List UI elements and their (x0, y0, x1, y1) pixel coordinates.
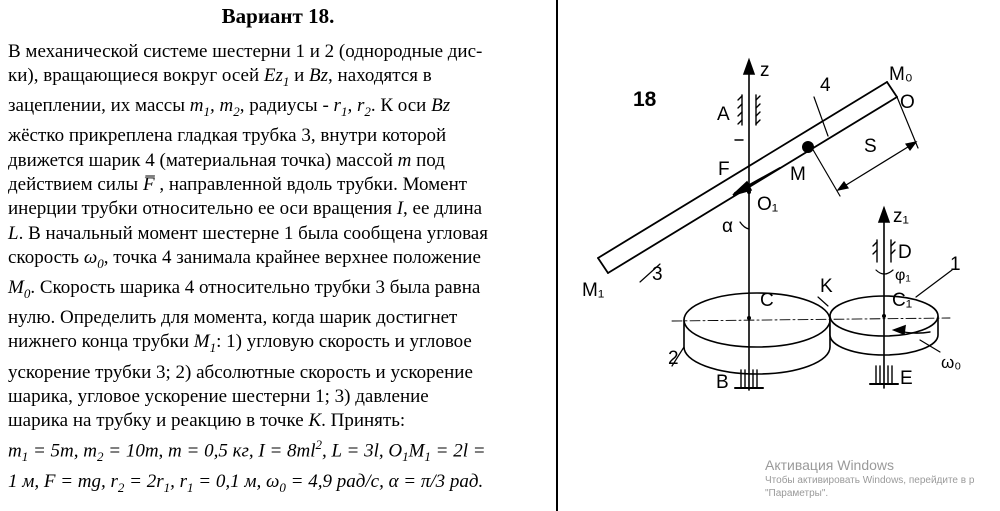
text-segment: , r (170, 470, 188, 492)
text-segment: K (308, 410, 322, 432)
label-O: O (900, 92, 915, 113)
label-3: 3 (652, 264, 663, 285)
text-line (8, 222, 548, 246)
text-line (8, 409, 548, 433)
watermark-line-2: "Параметры". (765, 488, 829, 499)
text-segment: M (193, 331, 210, 353)
label-O1: O₁ (757, 194, 779, 215)
text-segment: 2 (97, 449, 104, 465)
center-C1-dot (882, 314, 886, 318)
text-segment: , m (210, 95, 234, 117)
text-segment: 1 (424, 449, 431, 465)
text-line (8, 197, 548, 221)
text-segment: = 2l = (430, 440, 486, 462)
text-segment: , L = 3l, O (322, 440, 403, 462)
label-2: 2 (668, 348, 679, 369)
text-segment: действием силы (8, 174, 143, 196)
label-M0: M₀ (889, 64, 913, 85)
windows-activation-watermark (765, 456, 1000, 500)
text-line (8, 330, 548, 360)
text-segment: I (396, 198, 404, 220)
leader-K (818, 297, 828, 306)
text-segment: 0 (23, 285, 31, 301)
text-segment: 2 (364, 104, 371, 120)
text-segment: инерции трубки относительно ее оси вращения (8, 198, 397, 220)
text-segment: ускорение трубки 3; 2) абсолютные скорость и ускорение (8, 361, 473, 383)
text-segment: шарика, угловое ускорение шестерни 1; 3) давление (8, 385, 429, 407)
text-line (8, 306, 548, 330)
text-line (8, 64, 548, 94)
label-E: E (900, 368, 913, 389)
text-segment: = 4,9 рад/с, α = π/3 рад. (285, 470, 484, 492)
text-line (8, 276, 548, 306)
leader-4 (814, 97, 828, 136)
text-line (8, 94, 548, 124)
label-z1: z₁ (893, 206, 909, 227)
problem-statement (8, 40, 548, 500)
watermark-title: Активация Windows (765, 457, 895, 473)
text-segment: = 10m, m = 0,5 кг, I = 8ml (103, 440, 316, 462)
text-segment: , направленной вдоль трубки. Момент (154, 174, 468, 196)
point-O1-dot (747, 190, 751, 194)
text-segment: . К оси (370, 95, 432, 117)
text-segment: шарика на трубку и реакцию в точке (8, 410, 309, 432)
text-segment: : 1) угловую скорость и угловое (216, 331, 472, 353)
text-segment: . В начальный момент шестерне 1 была сообщена угловая (18, 222, 488, 244)
text-segment: . Принять: (321, 410, 406, 432)
text-line (8, 385, 548, 409)
text-segment: 2 (117, 479, 125, 495)
label-M: M (790, 164, 806, 185)
label-C1: C₁ (892, 290, 913, 311)
text-segment: , радиусы - (239, 95, 334, 117)
text-segment: r (333, 95, 341, 117)
text-segment: 1 (163, 479, 171, 495)
text-segment: движется шарик 4 (материальная точка) массой (8, 149, 398, 171)
text-segment: , ее длина (403, 198, 483, 220)
text-segment: , находятся в (328, 65, 432, 87)
label-1: 1 (950, 254, 961, 275)
z-axis-arrow (744, 60, 754, 74)
text-line (8, 361, 548, 385)
text-segment: , точка 4 занимала крайнее верхнее положение (103, 246, 481, 268)
label-z: z (760, 60, 770, 81)
label-B: B (716, 372, 729, 393)
leader-1 (916, 270, 952, 297)
text-segment: нижнего конца трубки (8, 331, 194, 353)
text-segment: 0 (279, 479, 286, 495)
text-segment: под (411, 149, 445, 171)
text-segment: L (8, 222, 19, 244)
label-phi1: φ₁ (895, 267, 911, 284)
text-segment: 1 (21, 449, 29, 465)
text-segment: m (397, 149, 412, 171)
text-line (8, 246, 548, 276)
ball-4 (802, 141, 814, 153)
text-segment: 1 (402, 449, 409, 465)
label-4: 4 (820, 75, 831, 96)
text-segment: нулю. Определить для момента, когда шарик достигнет (8, 307, 458, 329)
text-segment: = 2r (124, 470, 164, 492)
text-segment: m (8, 440, 22, 462)
center-C-dot (747, 316, 751, 320)
text-segment: = 0,1 м, ω (193, 470, 280, 492)
text-segment: ки), вращающиеся вокруг осей (8, 65, 264, 87)
text-segment: ω (83, 246, 98, 268)
text-segment: Bz (431, 95, 451, 117)
text-segment: = 5m, m (28, 440, 97, 462)
label-omega0: ω₀ (941, 353, 962, 372)
text-segment: 1 (187, 479, 194, 495)
text-segment: В механической системе шестерни 1 и 2 (однородные дис- (8, 41, 483, 62)
label-F: F (718, 159, 730, 180)
watermark-line-1: Чтобы активировать Windows, перейдите в р (765, 475, 975, 486)
label-K: K (820, 276, 833, 297)
label-S: S (864, 136, 877, 157)
text-segment: скорость (8, 246, 84, 268)
text-segment: M (8, 277, 24, 299)
text-line (8, 173, 548, 197)
text-segment: Bz (309, 65, 329, 87)
text-segment: 1 м, F = mg, r (8, 470, 118, 492)
text-line (8, 40, 548, 64)
text-line (8, 470, 548, 500)
text-line (8, 433, 548, 469)
text-segment: . Скорость шарика 4 относительно трубки 3 была равна (30, 277, 481, 299)
text-segment: жёстко прикреплена гладкая трубка 3, внутри которой (8, 125, 447, 147)
label-A: A (717, 104, 730, 125)
text-segment: 1 (340, 104, 348, 120)
text-line (8, 124, 548, 148)
text-segment: 1 (209, 340, 217, 356)
variant-number: 18 (633, 88, 657, 111)
text-segment: m (189, 95, 204, 117)
gear-2 (684, 293, 830, 374)
text-segment: 2 (233, 104, 240, 120)
text-segment: 0 (97, 255, 104, 271)
label-D: D (898, 242, 912, 263)
label-C: C (760, 290, 774, 311)
text-segment: Ez (263, 65, 283, 87)
text-segment: , r (347, 95, 365, 117)
text-line (8, 149, 548, 173)
text-segment: зацеплении, их массы (8, 95, 190, 117)
text-segment: 1 (282, 74, 290, 90)
label-M1: M₁ (582, 280, 605, 301)
variant-title: Вариант 18. (221, 4, 335, 28)
alpha-arc (740, 222, 749, 229)
text-segment: M (408, 440, 425, 462)
mechanism-diagram (558, 0, 1000, 511)
label-alpha: α (722, 216, 733, 237)
text-segment: 1 (203, 104, 210, 120)
z1-axis-arrow (879, 208, 889, 222)
text-segment: 2 (315, 437, 323, 453)
text-segment: и (289, 65, 310, 87)
text-segment: F̅ (142, 174, 155, 196)
